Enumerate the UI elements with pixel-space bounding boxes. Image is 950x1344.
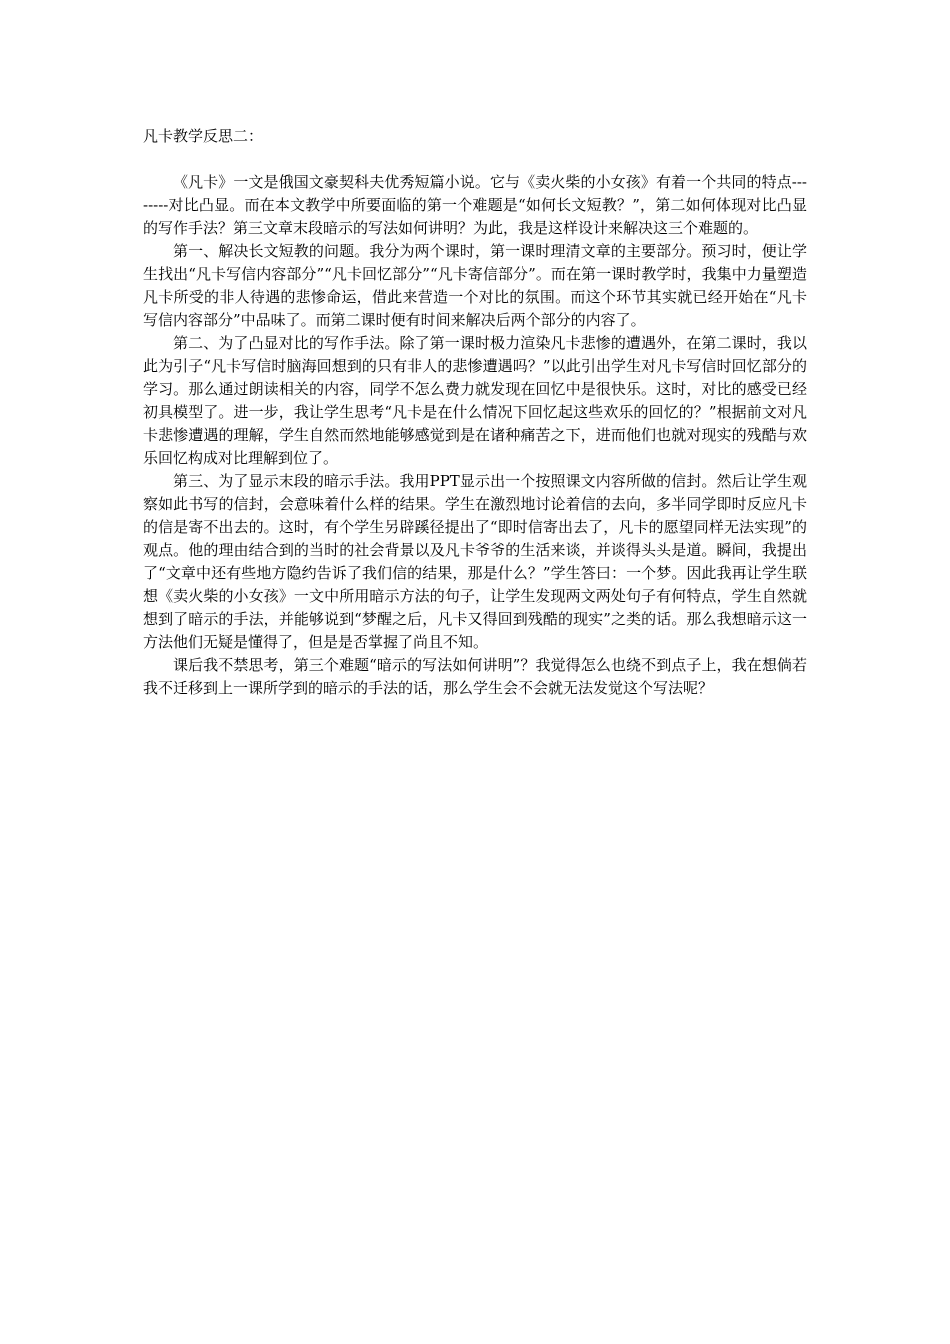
paragraph-intro: 《凡卡》一文是俄国文豪契科夫优秀短篇小说。它与《卖火柴的小女孩》有着一个共同的特点--------对比凸显。而在本文教学中所要面临的第一个难题是“如何长文短教？”，第二如何体现对比凸显的写作手法？第三文章末段暗示的写法如何讲明？为此，我是这样设计来解决这三个难题的。 xyxy=(143,173,807,237)
paragraph-second-point: 第二、为了凸显对比的写作手法。除了第一课时极力渲染凡卡悲惨的遭遇外，在第二课时，我以此为引子“凡卡写信时脑海回想到的只有非人的悲惨遭遇吗？”以此引出学生对凡卡写信时回忆部分的学习。那么通过朗读相关的内容，同学不怎么费力就发现在回忆中是很快乐。这时，对比的感受已经初具模型了。进一步，我让学生思考“凡卡是在什么情况下回忆起这些欢乐的回忆的？”根据前文对凡卡悲惨遭遇的理解，学生自然而然地能够感觉到是在诸种痛苦之下，进而他们也就对现实的残酷与欢乐回忆构成对比理解到位了。 xyxy=(143,334,807,467)
document-title: 凡卡教学反思二： xyxy=(143,127,264,145)
paragraph-third-point: 第三、为了显示末段的暗示手法。我用PPT显示出一个按照课文内容所做的信封。然后让学生观察如此书写的信封，会意味着什么样的结果。学生在激烈地讨论着信的去向，多半同学即时反应凡卡的信是寄不出去的。这时，有个学生另辟蹊径提出了“即时信寄出去了，凡卡的愿望同样无法实现”的观点。他的理由结合到的当时的社会背景以及凡卡爷爷的生活来谈，并谈得头头是道。瞬间，我提出了“文章中还有些地方隐约告诉了我们信的结果，那是什么？”学生答曰：一个梦。因此我再让学生联想《卖火柴的小女孩》一文中所用暗示方法的句子，让学生发现两文两处句子有何特点，学生自然就想到了暗示的手法，并能够说到“梦醒之后，凡卡又得回到残酷的现实”之类的话。那么我想暗示这一方法他们无疑是懂得了，但是是否掌握了尚且不知。 xyxy=(143,472,807,651)
paragraph-reflection: 课后我不禁思考，第三个难题“暗示的写法如何讲明”？我觉得怎么也绕不到点子上，我在想倘若我不迁移到上一课所学到的暗示的手法的话，那么学生会不会就无法发觉这个写法呢？ xyxy=(143,656,807,697)
document-body xyxy=(143,125,807,700)
paragraph-first-point: 第一、解决长文短教的问题。我分为两个课时，第一课时理清文章的主要部分。预习时，便让学生找出“凡卡写信内容部分”“凡卡回忆部分”“凡卡寄信部分”。而在第一课时教学时，我集中力量塑造凡卡所受的非人待遇的悲惨命运，借此来营造一个对比的氛围。而这个环节其实就已经开始在“凡卡写信内容部分”中品味了。而第二课时便有时间来解决后两个部分的内容了。 xyxy=(143,242,807,329)
